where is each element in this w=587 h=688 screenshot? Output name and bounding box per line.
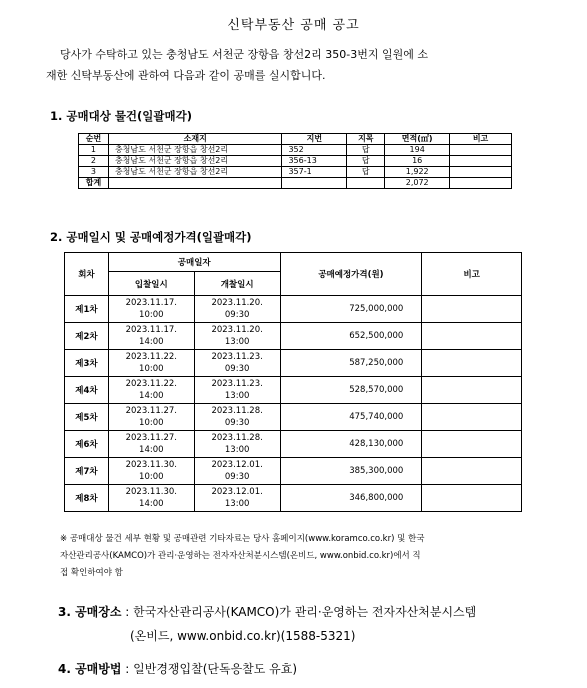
price-cell: 725,000,000 <box>280 296 422 323</box>
bid-start-cell <box>108 431 194 458</box>
round-cell: 제1차 <box>65 296 109 323</box>
auction-schedule-table <box>64 252 522 512</box>
bid-start-cell <box>108 377 194 404</box>
bid-open-time: 09:30 <box>224 472 250 482</box>
bid-start-time: 14:00 <box>139 391 164 401</box>
bid-start-time: 14:00 <box>139 499 164 509</box>
bid-open-time: 13:00 <box>224 391 250 401</box>
remark-cell <box>422 377 522 404</box>
section-1-heading: 1. 공매대상 물건(일괄매각) <box>50 109 192 123</box>
bid-open-cell <box>194 377 280 404</box>
cell-category: 답 <box>347 145 385 156</box>
header-round: 회차 <box>65 253 109 296</box>
bid-open-cell <box>194 458 280 485</box>
bid-open-time: 13:00 <box>224 337 250 347</box>
header-location: 소재지 <box>108 134 282 145</box>
notice-line-1: ※ 공매대상 물건 세부 현황 및 공매관련 기타자료는 당사 홈페이지(www.koramco.co.kr) 및 한국 <box>60 534 425 544</box>
bid-open-date: 2023.11.20. <box>211 325 263 335</box>
section-4-label: 4. 공매방법 <box>58 662 122 676</box>
bid-start-date: 2023.11.17. <box>125 298 177 308</box>
round-cell: 제8차 <box>65 485 109 512</box>
bid-start-cell <box>108 323 194 350</box>
intro-paragraph <box>46 44 540 86</box>
price-cell: 475,740,000 <box>280 404 422 431</box>
bid-start-time: 10:00 <box>139 364 164 374</box>
bid-start-date: 2023.11.30. <box>125 487 177 497</box>
section-3-text-1: : 한국자산관리공사(KAMCO)가 관리·운영하는 전자자산처분시스템 <box>125 605 477 619</box>
cell-location: 충청남도 서천군 장항읍 창선2리 <box>108 156 282 167</box>
total-area: 2,072 <box>385 178 450 189</box>
header-category: 지목 <box>347 134 385 145</box>
bid-start-date: 2023.11.22. <box>125 352 177 362</box>
bid-open-cell <box>194 431 280 458</box>
cell-lot: 357-1 <box>282 167 347 178</box>
header-remark: 비고 <box>422 253 522 296</box>
total-row <box>79 178 512 189</box>
price-cell: 385,300,000 <box>280 458 422 485</box>
bid-open-time: 09:30 <box>224 364 250 374</box>
bid-start-cell <box>108 485 194 512</box>
cell-remark <box>450 156 512 167</box>
bid-start-time: 14:00 <box>139 337 164 347</box>
bid-open-cell <box>194 296 280 323</box>
round-cell: 제5차 <box>65 404 109 431</box>
bid-start-cell <box>108 350 194 377</box>
price-cell: 652,500,000 <box>280 323 422 350</box>
cell-no: 2 <box>79 156 109 167</box>
bid-start-time: 10:00 <box>139 418 164 428</box>
price-cell: 587,250,000 <box>280 350 422 377</box>
bid-start-cell <box>108 404 194 431</box>
notice-line-2: 자산관리공사(KAMCO)가 관리·운영하는 전자자산처분시스템(온비드, www.onbid.co.kr)에서 직 <box>60 551 421 561</box>
bid-open-cell <box>194 485 280 512</box>
cell-location: 충청남도 서천군 장항읍 창선2리 <box>108 167 282 178</box>
bid-start-date: 2023.11.27. <box>125 406 177 416</box>
section-2-heading: 2. 공매일시 및 공매예정가격(일괄매각) <box>50 230 252 244</box>
section-4 <box>58 660 297 677</box>
round-cell: 제4차 <box>65 377 109 404</box>
bid-open-time: 13:00 <box>224 445 250 455</box>
round-cell: 제7차 <box>65 458 109 485</box>
bid-start-date: 2023.11.27. <box>125 433 177 443</box>
header-bid-start: 입찰일시 <box>108 272 194 296</box>
table-row <box>79 167 512 178</box>
bid-open-time: 09:30 <box>224 418 250 428</box>
cell-no: 1 <box>79 145 109 156</box>
section-3 <box>58 600 476 648</box>
schedule-row <box>65 431 522 458</box>
page-title: 신탁부동산 공매 공고 <box>227 18 360 33</box>
round-cell: 제2차 <box>65 323 109 350</box>
remark-cell <box>422 404 522 431</box>
cell-no: 3 <box>79 167 109 178</box>
bid-open-date: 2023.11.28. <box>211 406 263 416</box>
header-lot: 지번 <box>282 134 347 145</box>
total-label: 합계 <box>79 178 109 189</box>
bid-start-time: 10:00 <box>139 310 164 320</box>
section-4-text: : 일반경쟁입찰(단독응찰도 유효) <box>125 662 298 676</box>
bid-open-date: 2023.12.01. <box>211 460 263 470</box>
bid-start-cell <box>108 458 194 485</box>
bid-start-cell <box>108 296 194 323</box>
bid-start-time: 10:00 <box>139 472 164 482</box>
cell-lot: 352 <box>282 145 347 156</box>
header-price: 공매예정가격(원) <box>280 253 422 296</box>
intro-line-1: 당사가 수탁하고 있는 충청남도 서천군 장항읍 창선2리 350-3번지 일원에 소 <box>60 48 428 61</box>
property-table <box>78 133 512 189</box>
empty-cell <box>450 178 512 189</box>
price-cell: 428,130,000 <box>280 431 422 458</box>
bid-open-date: 2023.12.01. <box>211 487 263 497</box>
empty-cell <box>282 178 347 189</box>
cell-category: 답 <box>347 167 385 178</box>
round-cell: 제3차 <box>65 350 109 377</box>
price-cell: 528,570,000 <box>280 377 422 404</box>
schedule-row <box>65 323 522 350</box>
bid-open-date: 2023.11.20. <box>211 298 263 308</box>
bid-start-date: 2023.11.30. <box>125 460 177 470</box>
cell-remark <box>450 167 512 178</box>
cell-remark <box>450 145 512 156</box>
cell-area: 1,922 <box>385 167 450 178</box>
remark-cell <box>422 431 522 458</box>
schedule-row <box>65 485 522 512</box>
header-bid-open: 개찰일시 <box>194 272 280 296</box>
section-3-text-2: (온비드, www.onbid.co.kr)(1588-5321) <box>130 629 356 643</box>
schedule-row <box>65 296 522 323</box>
bid-start-date: 2023.11.22. <box>125 379 177 389</box>
bid-open-time: 09:30 <box>224 310 250 320</box>
header-remark: 비고 <box>450 134 512 145</box>
remark-cell <box>422 350 522 377</box>
remark-cell <box>422 296 522 323</box>
cell-category: 답 <box>347 156 385 167</box>
remark-cell <box>422 485 522 512</box>
notice-line-3: 접 확인하여야 함 <box>60 568 123 578</box>
bid-open-time: 13:00 <box>224 499 250 509</box>
section-3-label: 3. 공매장소 <box>58 605 122 619</box>
cell-lot: 356-13 <box>282 156 347 167</box>
bid-open-date: 2023.11.28. <box>211 433 263 443</box>
bid-start-date: 2023.11.17. <box>125 325 177 335</box>
empty-cell <box>108 178 282 189</box>
cell-area: 16 <box>385 156 450 167</box>
round-cell: 제6차 <box>65 431 109 458</box>
bid-open-date: 2023.11.23. <box>211 379 263 389</box>
header-datetime: 공매일자 <box>108 253 280 272</box>
schedule-row <box>65 458 522 485</box>
property-table-header <box>79 134 512 145</box>
bid-open-cell <box>194 323 280 350</box>
table-row <box>79 156 512 167</box>
header-no: 순번 <box>79 134 109 145</box>
cell-area: 194 <box>385 145 450 156</box>
notice-text <box>60 531 530 582</box>
empty-cell <box>347 178 385 189</box>
remark-cell <box>422 458 522 485</box>
remark-cell <box>422 323 522 350</box>
cell-location: 충청남도 서천군 장항읍 창선2리 <box>108 145 282 156</box>
bid-open-date: 2023.11.23. <box>211 352 263 362</box>
schedule-row <box>65 377 522 404</box>
header-area: 면적(㎡) <box>385 134 450 145</box>
schedule-row <box>65 404 522 431</box>
bid-open-cell <box>194 404 280 431</box>
schedule-row <box>65 350 522 377</box>
bid-open-cell <box>194 350 280 377</box>
table-row <box>79 145 512 156</box>
price-cell: 346,800,000 <box>280 485 422 512</box>
intro-line-2: 재한 신탁부동산에 관하여 다음과 같이 공매를 실시합니다. <box>46 69 326 82</box>
bid-start-time: 14:00 <box>139 445 164 455</box>
